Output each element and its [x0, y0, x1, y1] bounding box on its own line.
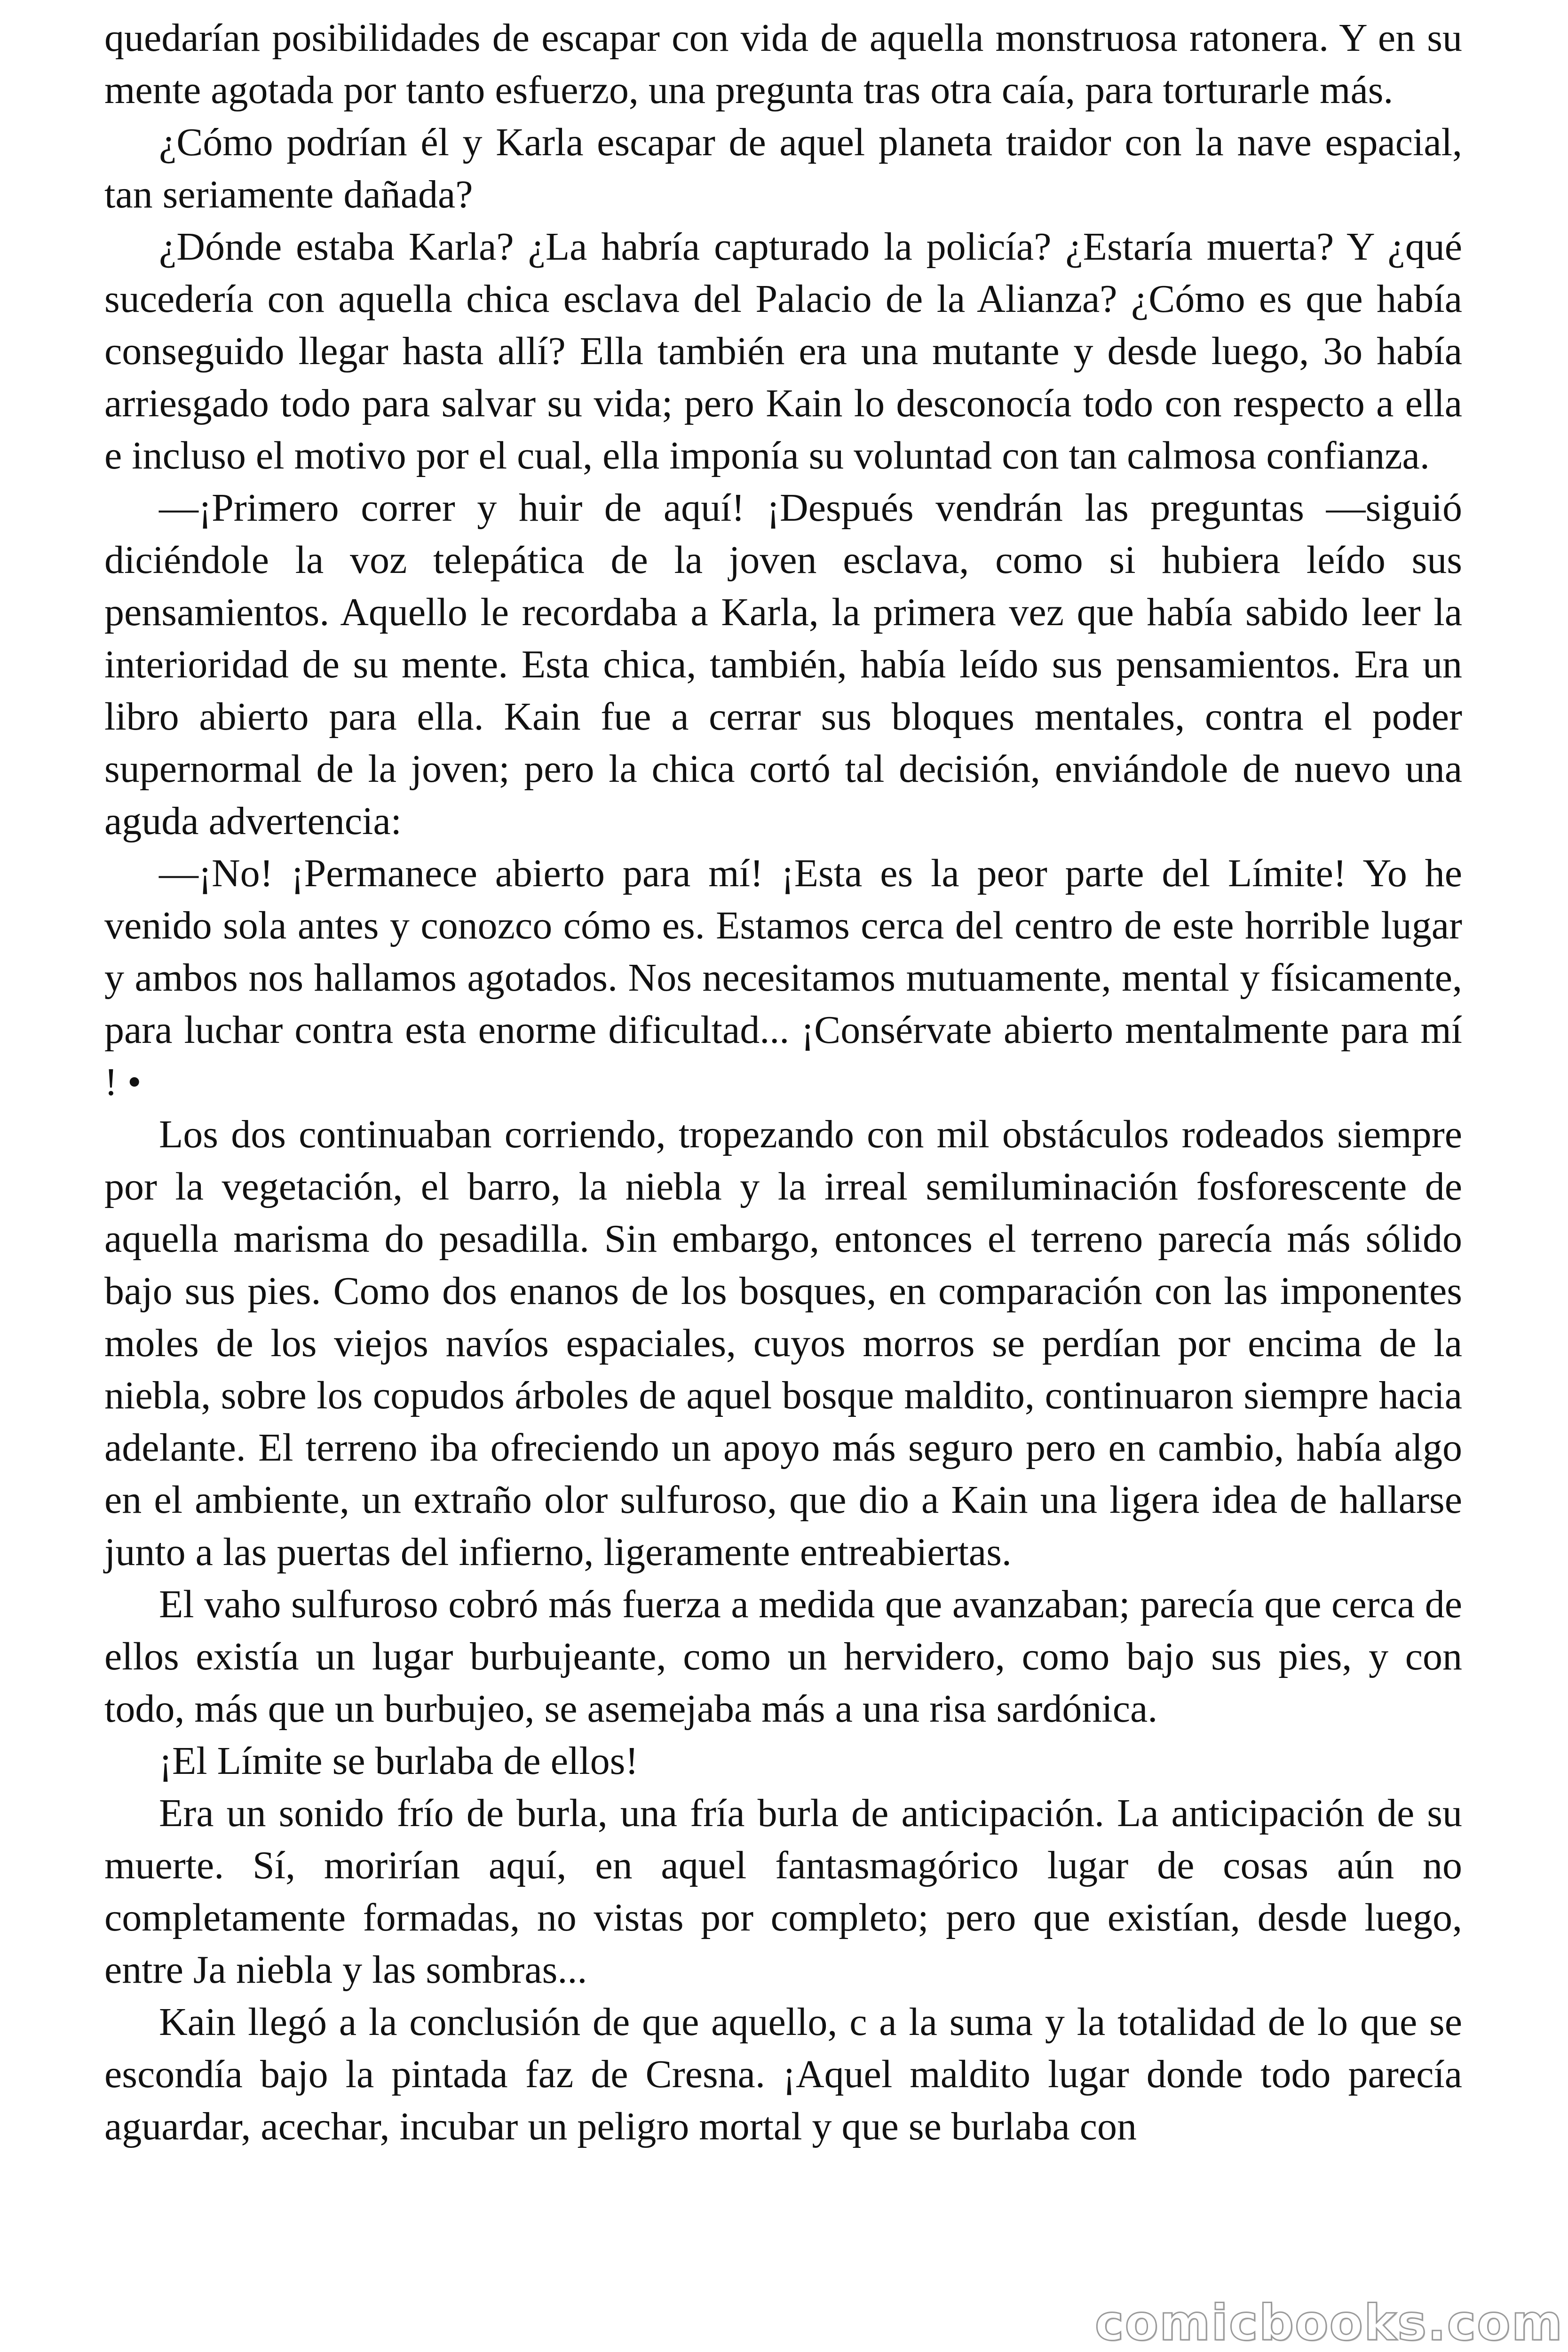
paragraph-6: Los dos continuaban corriendo, tropezando con mil obstáculos rodeados siempre por la vegetación, el barro, la niebla y la irreal semiluminación fosforescente de aquella marisma do pesadilla. Sin embargo, entonces el terreno parecía más sólido bajo sus pies. Como dos enanos de los bosques, en comparación con las imponentes moles de los viejos navíos espaciales, cuyos morros se perdían por encima de la niebla, sobre los copudos árboles de aquel bosque maldito, continuaron siempre hacia adelante. El terreno iba ofreciendo un apoyo más seguro pero en cambio, había algo en el ambiente, un extraño olor sulfuroso, que dio a Kain una ligera idea de hallarse junto a las puertas del infierno, ligeramente entreabiertas.: [104, 1112, 1462, 1574]
paragraph-1: quedarían posibilidades de escapar con vida de aquella monstruosa ratonera. Y en su mente agotada por tanto esfuerzo, una pregunta tras otra caía, para torturarle más.: [104, 16, 1462, 112]
book-page: [104, 12, 1462, 2340]
paragraph-8: ¡El Límite se burlaba de ellos!: [159, 1739, 639, 1783]
paragraph-3: ¿Dónde estaba Karla? ¿La habría capturado la policía? ¿Estaría muerta? Y ¿qué sucedería con aquella chica esclava del Palacio de la Alianza? ¿Cómo es que había conseguido llegar hasta allí? Ella también era una mutante y desde luego, 3o había arriesgado todo para salvar su vida; pero Kain lo desconocía todo con respecto a ella e incluso el motivo por el cual, ella imponía su voluntad con tan calmosa confianza.: [104, 225, 1462, 477]
paragraph-5: —¡No! ¡Permanece abierto para mí! ¡Esta es la peor parte del Límite! Yo he venido sola antes y conozco cómo es. Estamos cerca del centro de este horrible lugar y ambos nos hallamos agotados. Nos necesitamos mutuamente, mental y físicamente, para luchar contra esta enorme dificultad... ¡Consérvate abierto mentalmente para mí ! •: [104, 851, 1462, 1104]
paragraph-2: ¿Cómo podrían él y Karla escapar de aquel planeta traidor con la nave espacial, tan seriamente dañada?: [104, 120, 1462, 216]
paragraph-4: —¡Primero correr y huir de aquí! ¡Después vendrán las preguntas —siguió diciéndole la voz telepática de la joven esclava, como si hubiera leído sus pensamientos. Aquello le recordaba a Karla, la primera vez que había sabido leer la interioridad de su mente. Esta chica, también, había leído sus pensamientos. Era un libro abierto para ella. Kain fue a cerrar sus bloques mentales, contra el poder supernormal de la joven; pero la chica cortó tal decisión, enviándole de nuevo una aguda advertencia:: [104, 486, 1462, 843]
paragraph-9: Era un sonido frío de burla, una fría burla de anticipación. La anticipación de su muerte. Sí, morirían aquí, en aquel fantasmagórico lugar de cosas aún no completamente formadas, no vistas por completo; pero que existían, desde luego, entre Ja niebla y las sombras...: [104, 1791, 1462, 1992]
watermark-logo: comicbooks.com: [1094, 2294, 1563, 2352]
paragraph-10: Kain llegó a la conclusión de que aquello, c a la suma y la totalidad de lo que se escondía bajo la pintada faz de Cresna. ¡Aquel maldito lugar donde todo parecía aguardar, acechar, incubar un peligro mortal y que se burlaba con: [104, 2000, 1462, 2148]
paragraph-7: El vaho sulfuroso cobró más fuerza a medida que avanzaban; parecía que cerca de ellos existía un lugar burbujeante, como un hervidero, como bajo sus pies, y con todo, más que un burbujeo, se asemejaba más a una risa sardónica.: [104, 1582, 1462, 1731]
